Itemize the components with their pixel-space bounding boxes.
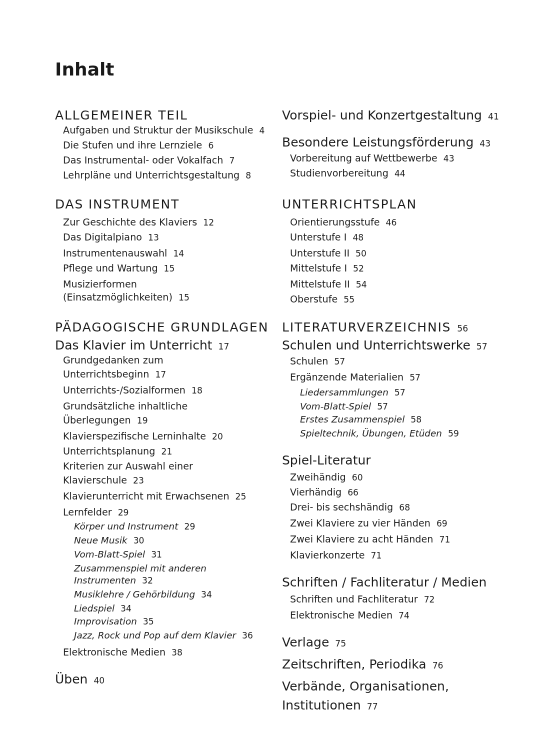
toc-page-number: 57 [394, 388, 406, 399]
toc-entry-title: Instrumentenauswahl [63, 248, 168, 260]
toc-subentry [74, 617, 154, 628]
toc-chapter-heading [282, 679, 449, 694]
toc-page-number: 57 [377, 402, 388, 413]
toc-entry-title: Elektronische Medien [290, 610, 393, 622]
toc-entry [63, 386, 202, 397]
toc-page-number: 29 [117, 508, 129, 519]
toc-page-number: 54 [355, 280, 367, 291]
toc-entry [63, 156, 235, 167]
toc-page-number: 32 [142, 576, 153, 587]
toc-entry [290, 249, 366, 260]
toc-page-number: 77 [366, 702, 378, 713]
toc-page-number: 68 [399, 503, 411, 514]
toc-entry [63, 462, 193, 473]
toc-page-number: 50 [355, 249, 367, 260]
toc-entry-title: Musiklehre / Gehörbildung [74, 589, 196, 601]
toc-entry-title: Schriften und Fachliteratur [290, 594, 418, 606]
toc-entry-title: ALLGEMEINER TEIL [55, 107, 188, 123]
toc-chapter-heading [282, 657, 443, 672]
toc-subentry [74, 522, 195, 533]
toc-page-number: 15 [178, 293, 190, 304]
toc-entry [63, 249, 184, 260]
toc-entry-title: Besondere Leistungsförderung [282, 134, 474, 150]
toc-page-number: 23 [133, 476, 144, 487]
toc-page-number: 12 [203, 218, 215, 229]
toc-entry-title: Zwei Klaviere zu acht Händen [290, 534, 434, 546]
toc-entry [63, 233, 159, 244]
toc-page-number: 41 [487, 112, 499, 123]
toc-entry-title: Unterstufe II [290, 248, 350, 260]
toc-page-number: 57 [476, 342, 488, 353]
toc-chapter-heading [55, 672, 105, 687]
toc-page-number: 48 [352, 233, 364, 244]
toc-section-heading [55, 320, 269, 335]
toc-page-number: 29 [184, 522, 196, 533]
toc-page-number: 30 [133, 536, 145, 547]
toc-page-number: 6 [208, 141, 214, 152]
toc-section-heading [282, 320, 468, 335]
toc-entry-title: Pflege und Wartung [63, 263, 158, 275]
toc-page-number: 40 [93, 676, 105, 687]
toc-page-number: 20 [212, 432, 223, 443]
toc-page-number: 14 [173, 249, 185, 260]
toc-entry-title: Klavierschule [63, 475, 128, 487]
toc-entry-title: Grundsätzliche inhaltliche [63, 401, 188, 413]
toc-entry-title: Grundgedanken zum [63, 355, 164, 367]
toc-entry-title: Zweihändig [290, 472, 346, 484]
toc-entry [63, 171, 251, 182]
toc-page-number: 66 [347, 488, 359, 499]
toc-entry-title: Vorspiel- und Konzertgestaltung [282, 107, 482, 123]
page-title: Inhalt [55, 59, 115, 81]
toc-page-number: 57 [334, 357, 346, 368]
toc-entry [290, 488, 359, 499]
toc-page-number: 57 [409, 373, 421, 384]
toc-chapter-heading [282, 108, 499, 123]
toc-entry-title: PÄDAGOGISCHE GRUNDLAGEN [55, 319, 269, 335]
toc-subentry [300, 402, 388, 413]
toc-entry-title: Ergänzende Materialien [290, 372, 404, 384]
toc-page-number: 15 [163, 264, 175, 275]
toc-entry-title: Verlage [282, 634, 330, 650]
toc-page-number: 31 [151, 550, 162, 561]
toc-page-number: 21 [161, 447, 173, 458]
toc-entry-title: Unterrichtsplanung [63, 446, 156, 458]
toc-page-number: 43 [443, 154, 455, 165]
toc-section-heading [282, 197, 417, 212]
toc-page-number: 36 [242, 631, 253, 642]
toc-entry-title: Kriterien zur Auswahl einer [63, 461, 193, 473]
toc-entry-title: Klavierkonzerte [290, 550, 365, 562]
toc-entry [290, 218, 397, 229]
toc-entry-title: Spieltechnik, Übungen, Etüden [300, 428, 442, 440]
toc-entry-title: Das Digitalpiano [63, 232, 143, 244]
toc-entry-title: Verbände, Organisationen, [282, 678, 449, 694]
toc-entry-title: Die Stufen und ihre Lernziele [63, 140, 203, 152]
toc-entry-title: Institutionen [282, 697, 361, 713]
toc-page-number: 75 [335, 639, 347, 650]
toc-page-number: 18 [191, 386, 203, 397]
toc-entry [290, 519, 447, 530]
toc-page-number: 52 [353, 264, 364, 275]
toc-section-heading [55, 197, 180, 212]
toc-entry-title: DAS INSTRUMENT [55, 196, 180, 212]
toc-page-number: 43 [479, 139, 491, 150]
toc-entry [63, 280, 137, 291]
toc-entry [290, 551, 382, 562]
toc-entry-title: Musizierformen [63, 279, 137, 291]
toc-entry [290, 373, 421, 384]
toc-entry-title: Lehrpläne und Unterrichtsgestaltung [63, 170, 240, 182]
toc-entry-title: Improvisation [74, 616, 137, 628]
toc-entry [63, 476, 144, 487]
toc-entry-title: Drei- bis sechshändig [290, 502, 394, 514]
toc-page-number: 44 [394, 169, 406, 180]
toc-page-number: 72 [423, 595, 435, 606]
toc-entry-title: (Einsatzmöglichkeiten) [63, 292, 173, 304]
toc-chapter-heading [282, 698, 378, 713]
toc-entry-title: Studienvorbereitung [290, 168, 389, 180]
toc-entry [290, 357, 345, 368]
toc-entry-title: Aufgaben und Struktur der Musikschule [63, 125, 254, 137]
toc-page-number: 17 [218, 342, 230, 353]
toc-entry-title: Überlegungen [63, 415, 131, 427]
toc-page-number: 34 [120, 604, 132, 615]
toc-entry [290, 611, 409, 622]
toc-chapter-heading [55, 338, 229, 353]
toc-entry [290, 535, 450, 546]
toc-page-number: 55 [343, 295, 355, 306]
toc-entry-title: Das Klavier im Unterricht [55, 337, 213, 353]
toc-page-number: 7 [229, 156, 235, 167]
toc-entry [290, 169, 405, 180]
toc-entry-title: Vom-Blatt-Spiel [74, 549, 146, 561]
toc-chapter-heading [282, 135, 491, 150]
toc-entry-title: Vom-Blatt-Spiel [300, 401, 372, 413]
toc-entry [63, 402, 188, 413]
toc-entry [63, 293, 189, 304]
toc-entry [63, 432, 223, 443]
toc-entry-title: Unterrichtsbeginn [63, 369, 150, 381]
toc-entry [63, 447, 172, 458]
toc-entry [290, 154, 454, 165]
toc-page-number: 34 [201, 590, 212, 601]
toc-subentry [74, 590, 212, 601]
toc-page-number: 58 [410, 415, 422, 426]
toc-entry-title: Zeitschriften, Periodika [282, 656, 427, 672]
toc-subentry [74, 536, 144, 547]
toc-entry-title: Mittelstufe I [290, 263, 348, 275]
toc-entry-title: Zur Geschichte des Klaviers [63, 217, 198, 229]
toc-entry-title: Erstes Zusammenspiel [300, 414, 405, 426]
toc-entry-title: Zusammenspiel mit anderen [74, 563, 207, 575]
toc-page-number: 38 [171, 648, 183, 659]
toc-entry-title: Schriften / Fachliteratur / Medien [282, 574, 487, 590]
toc-page-number: 76 [432, 661, 444, 672]
toc-subentry [74, 564, 206, 575]
toc-chapter-heading [282, 635, 346, 650]
toc-entry [290, 595, 435, 606]
toc-subentry [300, 429, 459, 440]
toc-entry-title: Neue Musik [74, 535, 128, 547]
toc-subentry [74, 550, 162, 561]
toc-entry [290, 264, 364, 275]
toc-entry-title: Jazz, Rock und Pop auf dem Klavier [74, 630, 237, 642]
toc-entry [63, 648, 182, 659]
toc-entry [63, 126, 265, 137]
toc-entry-title: Vierhändig [290, 487, 342, 499]
toc-page-number: 13 [148, 233, 159, 244]
toc-entry-title: Schulen und Unterrichtswerke [282, 337, 471, 353]
toc-entry [63, 508, 129, 519]
toc-chapter-heading [282, 338, 487, 353]
toc-page-number: 71 [370, 551, 382, 562]
toc-entry-title: Schulen [290, 356, 329, 368]
toc-entry-title: Instrumenten [74, 575, 137, 587]
toc-entry-title: Das Instrumental- oder Vokalfach [63, 155, 224, 167]
toc-subentry [74, 576, 153, 587]
toc-subentry [300, 415, 422, 426]
toc-section-heading [55, 108, 188, 123]
toc-entry [63, 218, 214, 229]
toc-page-number: 56 [457, 324, 469, 335]
toc-entry-title: Spiel-Literatur [282, 452, 371, 468]
toc-page-number: 46 [385, 218, 397, 229]
toc-page-number: 74 [398, 611, 410, 622]
toc-entry-title: Vorbereitung auf Wettbewerbe [290, 153, 438, 165]
toc-entry-title: Mittelstufe II [290, 279, 350, 291]
toc-page-number: 69 [436, 519, 448, 530]
toc-entry-title: UNTERRICHTSPLAN [282, 196, 417, 212]
toc-entry-title: Lernfelder [63, 507, 112, 519]
toc-entry [290, 280, 367, 291]
toc-entry-title: Unterstufe I [290, 232, 347, 244]
toc-entry [290, 233, 364, 244]
toc-page-number: 60 [351, 473, 363, 484]
toc-entry [290, 503, 410, 514]
toc-page-number: 71 [439, 535, 451, 546]
toc-entry [63, 264, 175, 275]
toc-entry-title: LITERATURVERZEICHNIS [282, 319, 452, 335]
toc-entry [290, 295, 355, 306]
toc-entry [63, 416, 148, 427]
toc-page-number: 19 [136, 416, 148, 427]
toc-entry-title: Klavierunterricht mit Erwachsenen [63, 491, 230, 503]
toc-page-number: 25 [235, 492, 247, 503]
toc-entry-title: Orientierungsstufe [290, 217, 380, 229]
toc-chapter-heading [282, 575, 487, 590]
toc-subentry [74, 631, 253, 642]
toc-subentry [74, 604, 131, 615]
toc-page-number: 35 [142, 617, 154, 628]
toc-entry-title: Unterrichts-/Sozialformen [63, 385, 186, 397]
toc-entry-title: Körper und Instrument [74, 521, 179, 533]
toc-entry [290, 473, 363, 484]
toc-page-number: 8 [245, 171, 252, 182]
toc-page-number: 4 [259, 126, 265, 137]
toc-page-number: 17 [155, 370, 167, 381]
toc-entry-title: Oberstufe [290, 294, 338, 306]
toc-entry-title: Klavierspezifische Lerninhalte [63, 431, 207, 443]
toc-entry-title: Liedersammlungen [300, 387, 389, 399]
toc-subentry [300, 388, 405, 399]
toc-entry [63, 370, 166, 381]
toc-entry-title: Elektronische Medien [63, 647, 166, 659]
toc-entry-title: Üben [55, 671, 88, 687]
toc-entry-title: Zwei Klaviere zu vier Händen [290, 518, 431, 530]
toc-entry [63, 492, 246, 503]
toc-page-number: 59 [447, 429, 459, 440]
toc-entry-title: Liedspiel [74, 603, 115, 615]
toc-entry [63, 356, 163, 367]
toc-entry [63, 141, 214, 152]
toc-chapter-heading [282, 453, 371, 468]
